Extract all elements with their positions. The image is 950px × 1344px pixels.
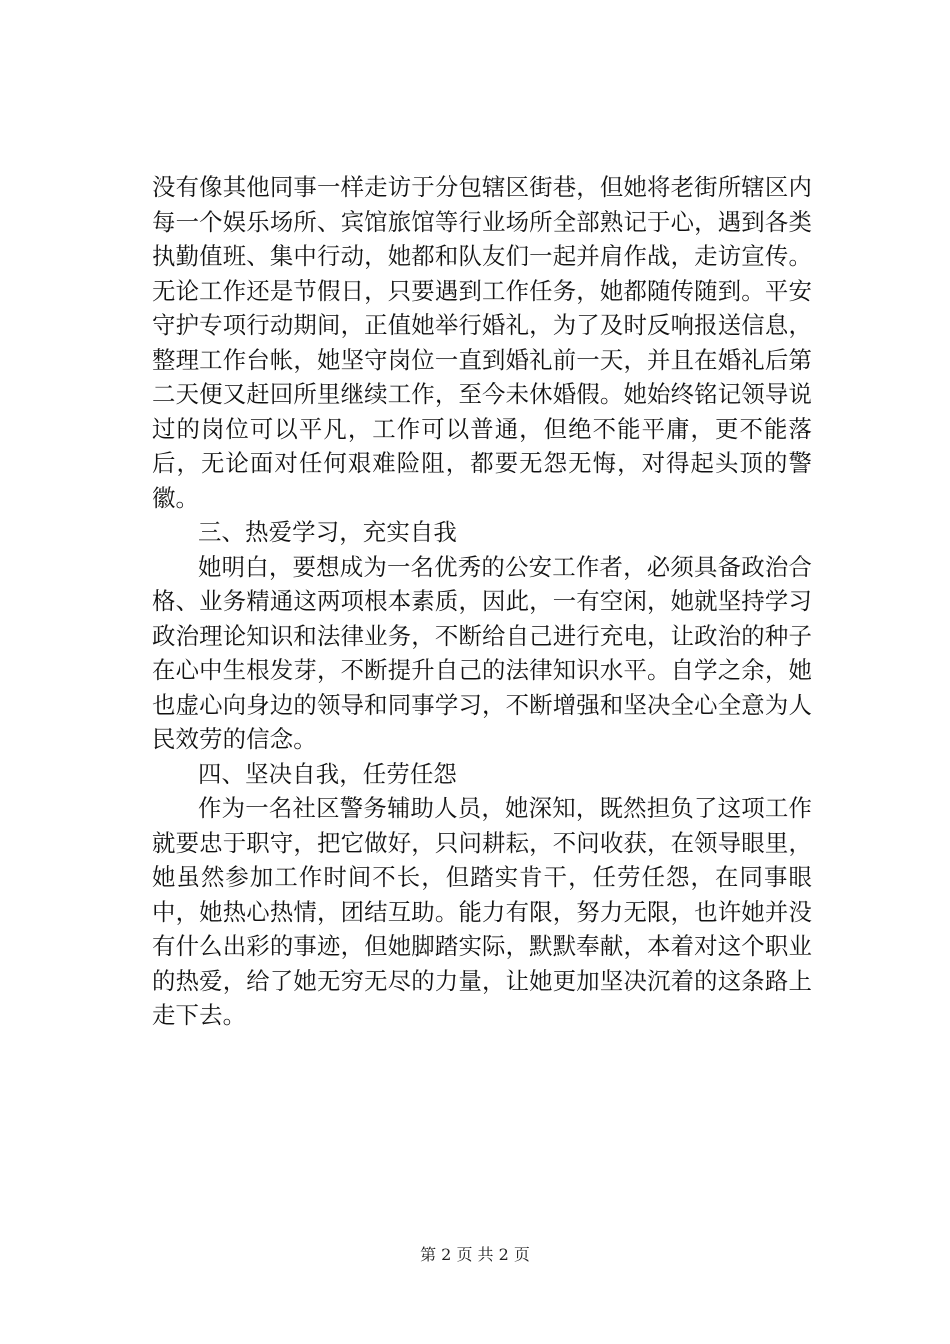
page-footer: 第 2 页 共 2 页 — [420, 1245, 530, 1264]
body-paragraph-3: 作为一名社区警务辅助人员，她深知，既然担负了这项工作就要忠于职守，把它做好，只问耕耘，不问收获，在领导眼里，她虽然参加工作时间不长，但踏实肯干，任劳任怨，在同事眼中，她热心热情，团结互助。能力有限，努力无限，也许她并没有什么出彩的事迹，但她脚踏实际，默默奉献，本着对这个职业的热爱，给了她无穷无尽的力量，让她更加坚决沉着的这条路上走下去。 — [152, 794, 812, 1029]
document-body — [152, 170, 812, 1033]
section-heading-3: 三、热爱学习，充实自我 — [198, 518, 457, 546]
body-paragraph-1: 没有像其他同事一样走访于分包辖区街巷，但她将老街所辖区内每一个娱乐场所、宾馆旅馆等行业场所全部熟记于心，遇到各类执勤值班、集中行动，她都和队友们一起并肩作战，走访宣传。无论工作还是节假日，只要遇到工作任务，她都随传随到。平安守护专项行动期间，正值她举行婚礼，为了及时反响报送信息，整理工作台帐，她坚守岗位一直到婚礼前一天，并且在婚礼后第二天便又赶回所里继续工作，至今未休婚假。她始终铭记领导说过的岗位可以平凡，工作可以普通，但绝不能平庸，更不能落后，无论面对任何艰难险阻，都要无怨无悔，对得起头顶的警徽。 — [152, 173, 812, 512]
section-heading-4: 四、坚决自我，任劳任怨 — [198, 759, 457, 788]
body-paragraph-2: 她明白，要想成为一名优秀的公安工作者，必须具备政治合格、业务精通这两项根本素质，因此，一有空闲，她就坚持学习政治理论知识和法律业务，不断给自己进行充电，让政治的种子在心中生根发芽，不断提升自己的法律知识水平。自学之余，她也虚心向身边的领导和同事学习，不断增强和坚决全心全意为人民效劳的信念。 — [152, 552, 812, 753]
